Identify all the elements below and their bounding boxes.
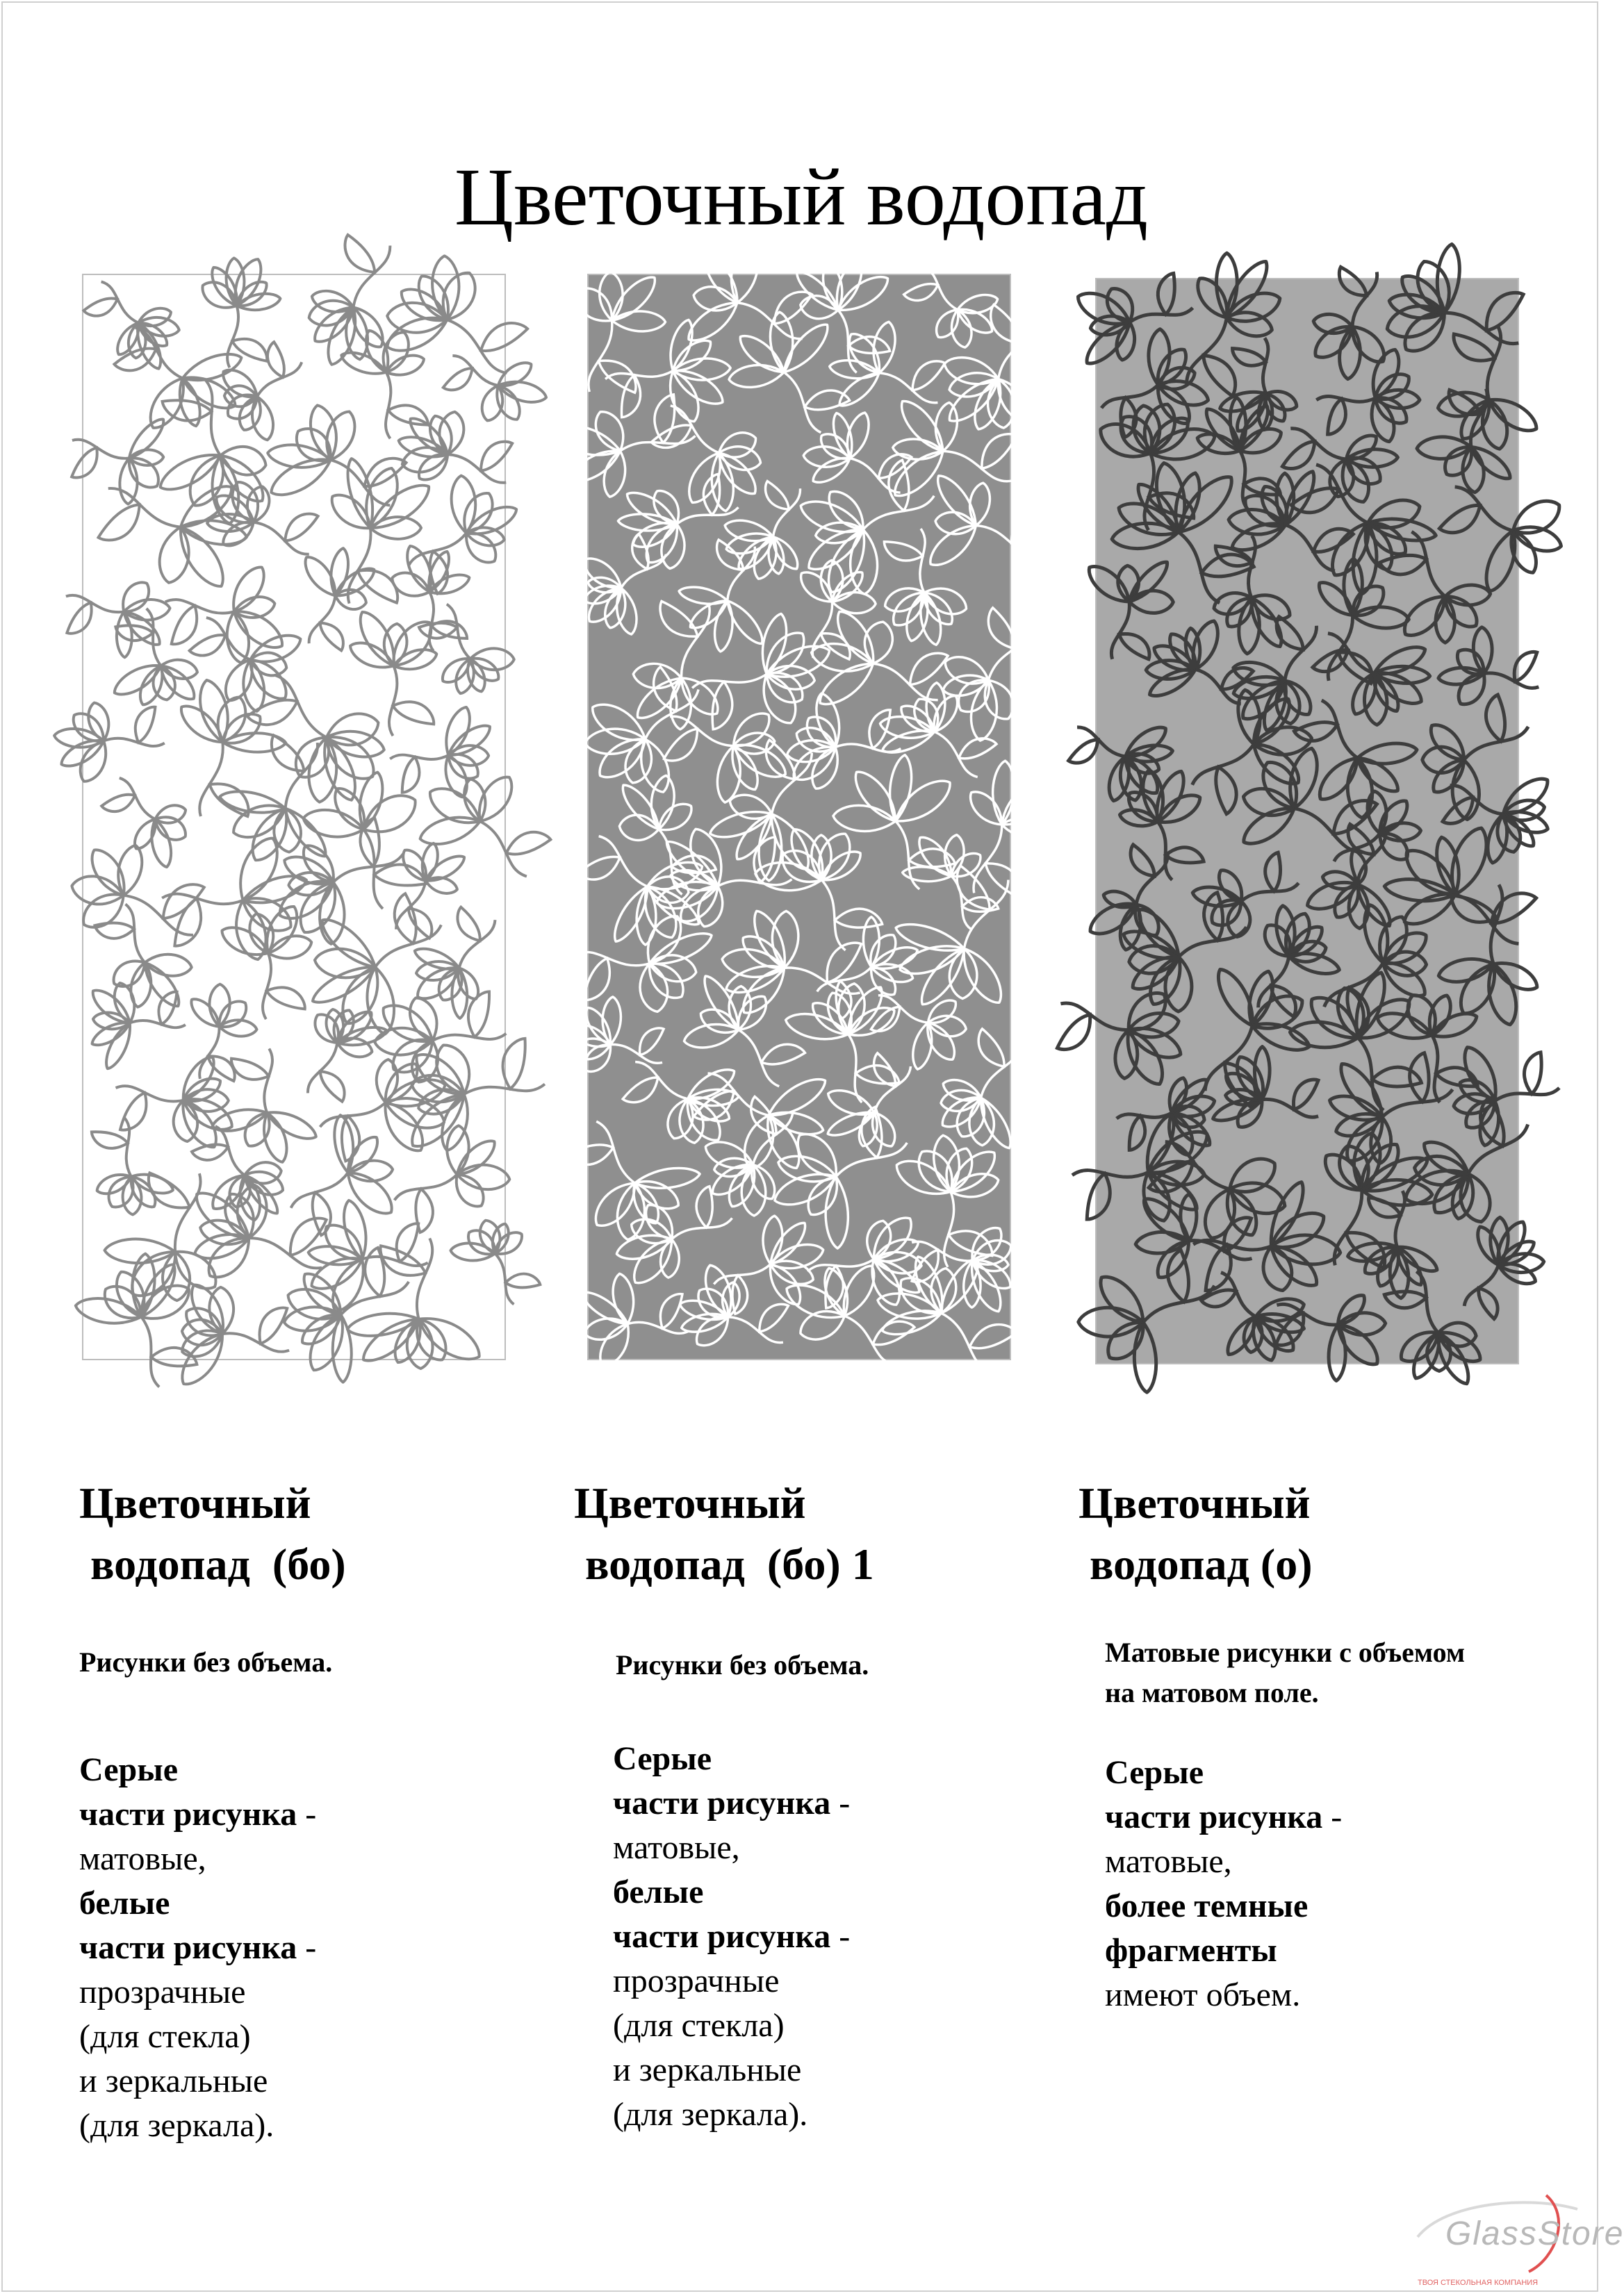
desc-bold: части рисунка xyxy=(79,1929,297,1966)
desc-rest: прозрачные xyxy=(79,1974,246,2010)
floral-pattern-svg xyxy=(83,275,505,1359)
caption-line1: Цветочный xyxy=(1078,1478,1311,1528)
floral-pattern-svg xyxy=(589,275,1010,1359)
desc-line xyxy=(613,1737,850,1781)
desc-line xyxy=(79,1970,316,2015)
caption xyxy=(79,1473,346,1595)
desc-line xyxy=(79,2059,316,2104)
desc-line xyxy=(613,1826,850,1870)
desc-line xyxy=(1105,1884,1342,1929)
desc-line xyxy=(613,1959,850,2004)
desc-rest: - xyxy=(297,1796,317,1833)
desc-line xyxy=(1105,1751,1342,1795)
desc-line xyxy=(1105,1973,1342,2017)
desc-rest: (для стекла) xyxy=(613,2007,785,2044)
desc-rest: - xyxy=(830,1918,851,1955)
caption xyxy=(1078,1473,1313,1595)
desc-line xyxy=(1105,1840,1342,1884)
desc-line xyxy=(613,2004,850,2048)
desc-rest: и зеркальные xyxy=(613,2051,802,2088)
page-title: Цветочный водопад xyxy=(454,151,1149,243)
desc-bold: части рисунка xyxy=(79,1796,297,1833)
desc-bold: части рисунка xyxy=(613,1918,831,1955)
desc-bold: Серые xyxy=(79,1751,179,1788)
desc-line xyxy=(79,1748,316,1792)
note-line2: на матовом поле. xyxy=(1105,1677,1319,1708)
desc-bold: фрагменты xyxy=(1105,1932,1277,1969)
desc-rest: (для стекла) xyxy=(79,2018,251,2055)
caption-line2: водопад (бо) xyxy=(79,1539,346,1589)
desc-bold: части рисунка xyxy=(1105,1799,1323,1835)
description xyxy=(79,1748,316,2148)
desc-rest: и зеркальные xyxy=(79,2063,268,2099)
desc-rest: имеют объем. xyxy=(1105,1976,1301,2013)
desc-line xyxy=(79,2104,316,2148)
description xyxy=(613,1737,850,2137)
pattern-panel-bo xyxy=(82,274,506,1360)
note xyxy=(1105,1633,1465,1713)
desc-rest: - xyxy=(1322,1799,1343,1835)
desc-bold: белые xyxy=(613,1874,704,1910)
desc-bold: части рисунка xyxy=(613,1785,831,1822)
desc-line xyxy=(79,1881,316,1926)
desc-line xyxy=(613,2092,850,2137)
desc-line xyxy=(613,1870,850,1915)
desc-line xyxy=(79,1926,316,1970)
desc-rest: (для зеркала). xyxy=(613,2096,808,2133)
desc-rest: матовые, xyxy=(79,1840,206,1877)
caption-line1: Цветочный xyxy=(574,1478,806,1528)
caption-line1: Цветочный xyxy=(79,1478,311,1528)
desc-rest: (для зеркала). xyxy=(79,2107,274,2144)
caption xyxy=(574,1473,874,1595)
caption-line2: водопад (бо) 1 xyxy=(574,1539,874,1589)
desc-line xyxy=(79,2015,316,2059)
description xyxy=(1105,1751,1342,2017)
desc-rest: - xyxy=(297,1929,317,1966)
desc-line xyxy=(613,1781,850,1826)
pattern-panel-o xyxy=(1095,278,1519,1364)
desc-rest: матовые, xyxy=(1105,1843,1232,1880)
desc-line xyxy=(79,1837,316,1881)
desc-line xyxy=(613,1915,850,1959)
floral-pattern-svg xyxy=(1097,279,1518,1363)
logo-tagline: ТВОЯ СТЕКОЛЬНАЯ КОМПАНИЯ xyxy=(1418,2279,1539,2287)
note: Рисунки без объема. xyxy=(79,1646,333,1678)
desc-bold: белые xyxy=(79,1885,170,1922)
desc-rest: прозрачные xyxy=(613,1963,780,1999)
desc-line xyxy=(79,1792,316,1837)
note: Рисунки без объема. xyxy=(616,1649,869,1680)
desc-line xyxy=(1105,1929,1342,1973)
desc-bold: Серые xyxy=(1105,1754,1204,1791)
caption-line2: водопад (о) xyxy=(1078,1539,1313,1589)
desc-bold: более темные xyxy=(1105,1888,1309,1924)
desc-line xyxy=(1105,1795,1342,1840)
desc-rest: - xyxy=(830,1785,851,1822)
desc-rest: матовые, xyxy=(613,1829,740,1866)
desc-line xyxy=(613,2048,850,2092)
logo-text: GlassStore xyxy=(1445,2215,1624,2252)
desc-bold: Серые xyxy=(613,1740,712,1777)
note-line1: Матовые рисунки с объемом xyxy=(1105,1637,1466,1668)
pattern-panel-bo-1 xyxy=(587,274,1011,1360)
glassstore-logo xyxy=(1404,2188,1624,2293)
